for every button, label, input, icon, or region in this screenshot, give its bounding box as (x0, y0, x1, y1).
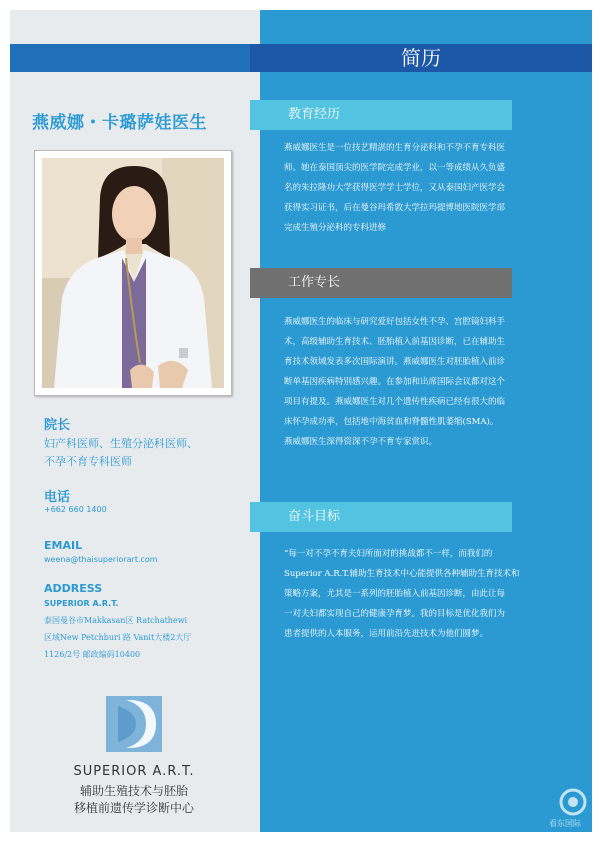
education-line: 师。她在泰国顶尖的医学院完成学业，以一等成绩从久负盛 (284, 163, 506, 173)
watermark-text: 看东国际 (549, 819, 581, 828)
logo-subtitle-line-2: 移植前遗传学诊断中心 (73, 801, 194, 815)
goals-heading: 奋斗目标 (250, 502, 512, 532)
expertise-line: 燕威娜医生深得资深不孕不育专家赏识。 (284, 437, 438, 447)
portrait-frame (34, 150, 232, 396)
goals-line: Superior A.R.T.辅助生育技术中心能提供各种辅助生育技术和 (284, 569, 520, 579)
expertise-line: 项目有提及。燕威娜医生对几个遗传性疾病已经有很大的临 (284, 397, 506, 407)
position-title: 院长 (44, 418, 71, 433)
education-heading: 教育经历 (250, 100, 512, 130)
expertise-text (284, 312, 570, 452)
doctor-portrait (42, 158, 224, 388)
logo-brand: SUPERIOR A.R.T. (73, 764, 195, 779)
header-band (10, 44, 250, 72)
phone-label: 电话 (44, 490, 71, 505)
goals-line: 策略方案，尤其是一系列的胚胎植入前基因诊断，由此让每 (284, 589, 506, 599)
portrait-illustration (42, 158, 224, 388)
education-line: 名的朱拉隆功大学获得医学学士学位，又从泰国妇产医学会 (284, 183, 506, 193)
address-line-2: 区域New Petchburi 路 Vanit大楼2大厅 (44, 633, 192, 642)
phone-number: +662 660 1400 (44, 505, 107, 514)
education-line: 获得实习证书，后在曼谷玛希敦大学拉玛提博地医院医学部 (284, 203, 506, 213)
specialties-line-2: 不孕不育专科医师 (44, 455, 132, 468)
expertise-line: 术，高级辅助生育技术、胚胎植入前基因诊断，已在辅助生 (284, 337, 506, 347)
goals-line: “每一对不孕不育夫妇所面对的挑战都不一样，而我们的 (284, 549, 493, 559)
page-title: 简历 (250, 44, 592, 72)
address-line-1: 泰国曼谷市Makkasan区 Ratchathewi (44, 616, 188, 625)
goals-text (284, 544, 570, 644)
expertise-heading: 工作专长 (250, 268, 512, 298)
expertise-line: 床怀孕成功率，包括地中海贫血和脊髓性肌萎缩(SMA)。 (284, 417, 499, 427)
address-company: SUPERIOR A.R.T. (44, 599, 119, 608)
superior-art-logo-icon (106, 696, 162, 752)
education-line: 燕威娜医生是一位技艺精湛的生育分泌科和不孕不育专科医 (284, 143, 506, 153)
expertise-line: 育技术领域发表多次国际演讲。燕威娜医生对胚胎植入前诊 (284, 357, 506, 367)
expertise-line: 断单基因疾病特别感兴趣。在参加和出席国际会议都对这个 (284, 377, 506, 387)
education-line: 完成生殖分泌科的专科进修 (284, 223, 387, 233)
expertise-line: 燕威娜医生的临床与研究爱好包括女性不孕、宫腔镜妇科手 (284, 317, 506, 327)
doctor-name: 燕威娜・卡璐萨娃医生 (32, 113, 207, 133)
goals-line: 一对夫妇都实现自己的健康孕育梦。我的目标是优化我们为 (284, 609, 506, 619)
address-line-3: 1126/2号 邮政编码10400 (44, 650, 141, 659)
goals-line: 患者提供的人本服务，运用前沿先进技术为他们圆梦。 (284, 629, 489, 639)
education-text (284, 138, 570, 238)
email-address: weena@thaisuperiorart.com (44, 555, 158, 564)
specialties-line-1: 妇产科医师、生殖分泌科医师、 (44, 437, 198, 450)
email-label: EMAIL (44, 539, 83, 552)
address-label: ADDRESS (44, 582, 103, 595)
logo-subtitle-line-1: 辅助生殖技术与胚胎 (79, 784, 188, 798)
